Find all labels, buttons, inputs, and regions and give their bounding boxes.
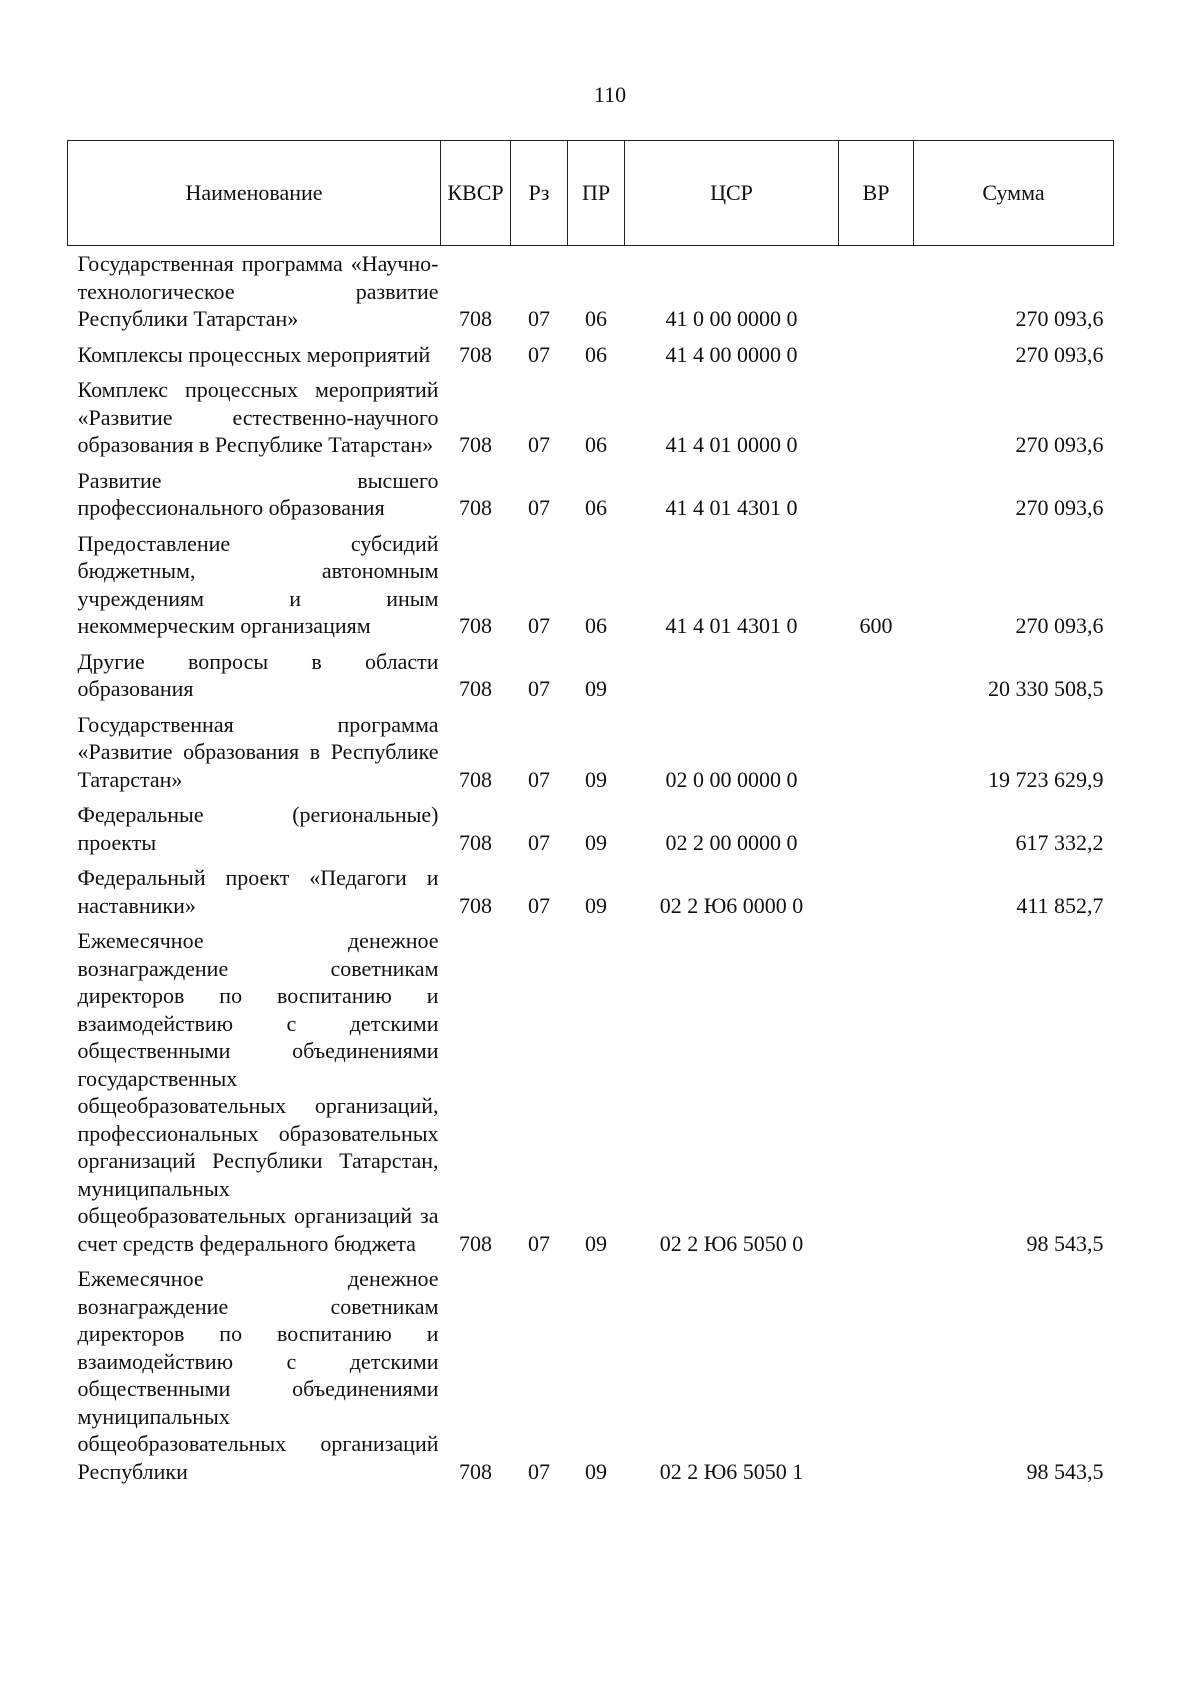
row-pr: 06 <box>585 613 607 638</box>
row-pr: 09 <box>585 1230 607 1256</box>
header-pr: ПР <box>568 141 625 246</box>
row-csr: 02 2 Ю6 0000 0 <box>659 892 804 918</box>
row-csr: 41 4 01 0000 0 <box>665 432 798 457</box>
row-csr: 41 4 01 4301 0 <box>665 613 798 638</box>
row-csr: 41 4 01 4301 0 <box>665 495 798 520</box>
row-pr: 09 <box>585 766 607 792</box>
row-pr: 09 <box>585 676 607 701</box>
row-vr <box>839 372 914 463</box>
row-name: Комплексы процессных мероприятий <box>77 341 431 367</box>
row-rz: 07 <box>528 495 550 520</box>
header-vr: ВР <box>839 141 914 246</box>
row-pr: 06 <box>585 495 607 520</box>
row-kvsr: 708 <box>459 829 492 855</box>
row-rz: 07 <box>528 1230 550 1256</box>
row-vr <box>839 463 914 526</box>
row-name: Развитие высшего профессионального образования <box>77 467 439 520</box>
row-vr <box>839 1261 914 1489</box>
row-rz: 07 <box>528 766 550 792</box>
row-kvsr: 708 <box>459 1458 492 1484</box>
page-number: 110 <box>593 82 627 107</box>
row-csr: 02 2 Ю6 5050 1 <box>659 1458 804 1484</box>
row-pr: 06 <box>585 341 607 367</box>
row-vr <box>839 337 914 373</box>
row-kvsr: 708 <box>459 676 492 701</box>
row-sum: 270 093,6 <box>1015 306 1104 331</box>
row-csr: 02 2 00 0000 0 <box>665 829 798 855</box>
table-header-row <box>68 141 1114 246</box>
row-vr <box>839 797 914 860</box>
row-rz: 07 <box>528 341 550 367</box>
row-sum: 617 332,2 <box>1015 829 1104 855</box>
row-pr: 06 <box>585 306 607 331</box>
row-csr: 41 4 00 0000 0 <box>665 341 798 367</box>
row-rz: 07 <box>528 1458 550 1484</box>
table-row <box>68 644 1114 707</box>
row-sum: 98 543,5 <box>1026 1458 1104 1484</box>
row-kvsr: 708 <box>459 1230 492 1256</box>
row-rz: 07 <box>528 613 550 638</box>
row-rz: 07 <box>528 829 550 855</box>
row-name: Другие вопросы в области образования <box>77 648 439 701</box>
row-name: Федеральный проект «Педагоги и наставники» <box>77 865 439 918</box>
row-vr <box>839 860 914 923</box>
row-vr <box>839 707 914 798</box>
header-name: Наименование <box>68 141 441 246</box>
table-row <box>68 1261 1114 1489</box>
row-kvsr: 708 <box>459 306 492 331</box>
budget-table <box>67 140 1114 1489</box>
row-name: Комплекс процессных мероприятий «Развитие естественно-научного образования в Республике Татарстан» <box>77 377 439 457</box>
row-vr <box>839 923 914 1261</box>
row-vr <box>839 246 914 337</box>
row-vr: 600 <box>859 613 893 638</box>
row-rz: 07 <box>528 306 550 331</box>
row-name: Федеральные (региональные) проекты <box>77 802 439 855</box>
row-sum: 19 723 629,9 <box>988 766 1104 792</box>
row-kvsr: 708 <box>459 613 492 638</box>
row-kvsr: 708 <box>459 341 492 367</box>
row-csr: 02 2 Ю6 5050 0 <box>659 1230 804 1256</box>
row-kvsr: 708 <box>459 432 492 457</box>
row-rz: 07 <box>528 676 550 701</box>
row-sum: 411 852,7 <box>1016 892 1104 918</box>
row-kvsr: 708 <box>459 495 492 520</box>
row-rz: 07 <box>528 432 550 457</box>
header-csr: ЦСР <box>625 141 839 246</box>
header-rz: Рз <box>511 141 568 246</box>
row-name: Государственная программа «Научно-технологическое развитие Республики Татарстан» <box>77 251 439 331</box>
table-row <box>68 797 1114 860</box>
table-row <box>68 463 1114 526</box>
header-sum: Сумма <box>914 141 1114 246</box>
row-kvsr: 708 <box>459 892 492 918</box>
row-csr <box>625 644 839 707</box>
row-sum: 98 543,5 <box>1026 1230 1104 1256</box>
row-sum: 270 093,6 <box>1015 432 1104 457</box>
table-row <box>68 372 1114 463</box>
row-kvsr: 708 <box>459 766 492 792</box>
row-sum: 270 093,6 <box>1015 613 1104 638</box>
row-rz: 07 <box>528 892 550 918</box>
row-pr: 09 <box>585 829 607 855</box>
table-row <box>68 337 1114 373</box>
row-name: Предоставление субсидий бюджетным, автономным учреждениям и иным некоммерческим организациям <box>77 530 439 638</box>
table-row <box>68 526 1114 644</box>
row-sum: 270 093,6 <box>1015 341 1104 367</box>
table-row <box>68 860 1114 923</box>
row-pr: 09 <box>585 1458 607 1484</box>
row-name: Ежемесячное денежное вознаграждение советникам директоров по воспитанию и взаимодействию с детскими общественными объединениями государственных общеобразовательных организаций, профессиональных образовательных организаций Республики Татарстан, муниципальных общеобразовательных организаций за счет средств федерального бюджета <box>77 928 439 1256</box>
table-row <box>68 707 1114 798</box>
row-name: Ежемесячное денежное вознаграждение советникам директоров по воспитанию и взаимодействию с детскими общественными объединениями муниципальных общеобразовательных организаций Республики <box>77 1266 439 1484</box>
row-pr: 06 <box>585 432 607 457</box>
table-row <box>68 923 1114 1261</box>
row-vr <box>839 644 914 707</box>
header-kvsr: КВСР <box>441 141 511 246</box>
row-csr: 41 0 00 0000 0 <box>665 306 798 331</box>
row-pr: 09 <box>585 892 607 918</box>
row-name: Государственная программа «Развитие образования в Республике Татарстан» <box>77 711 439 792</box>
row-sum: 20 330 508,5 <box>988 676 1104 701</box>
row-sum: 270 093,6 <box>1015 495 1104 520</box>
row-csr: 02 0 00 0000 0 <box>665 766 798 792</box>
table-row <box>68 246 1114 337</box>
